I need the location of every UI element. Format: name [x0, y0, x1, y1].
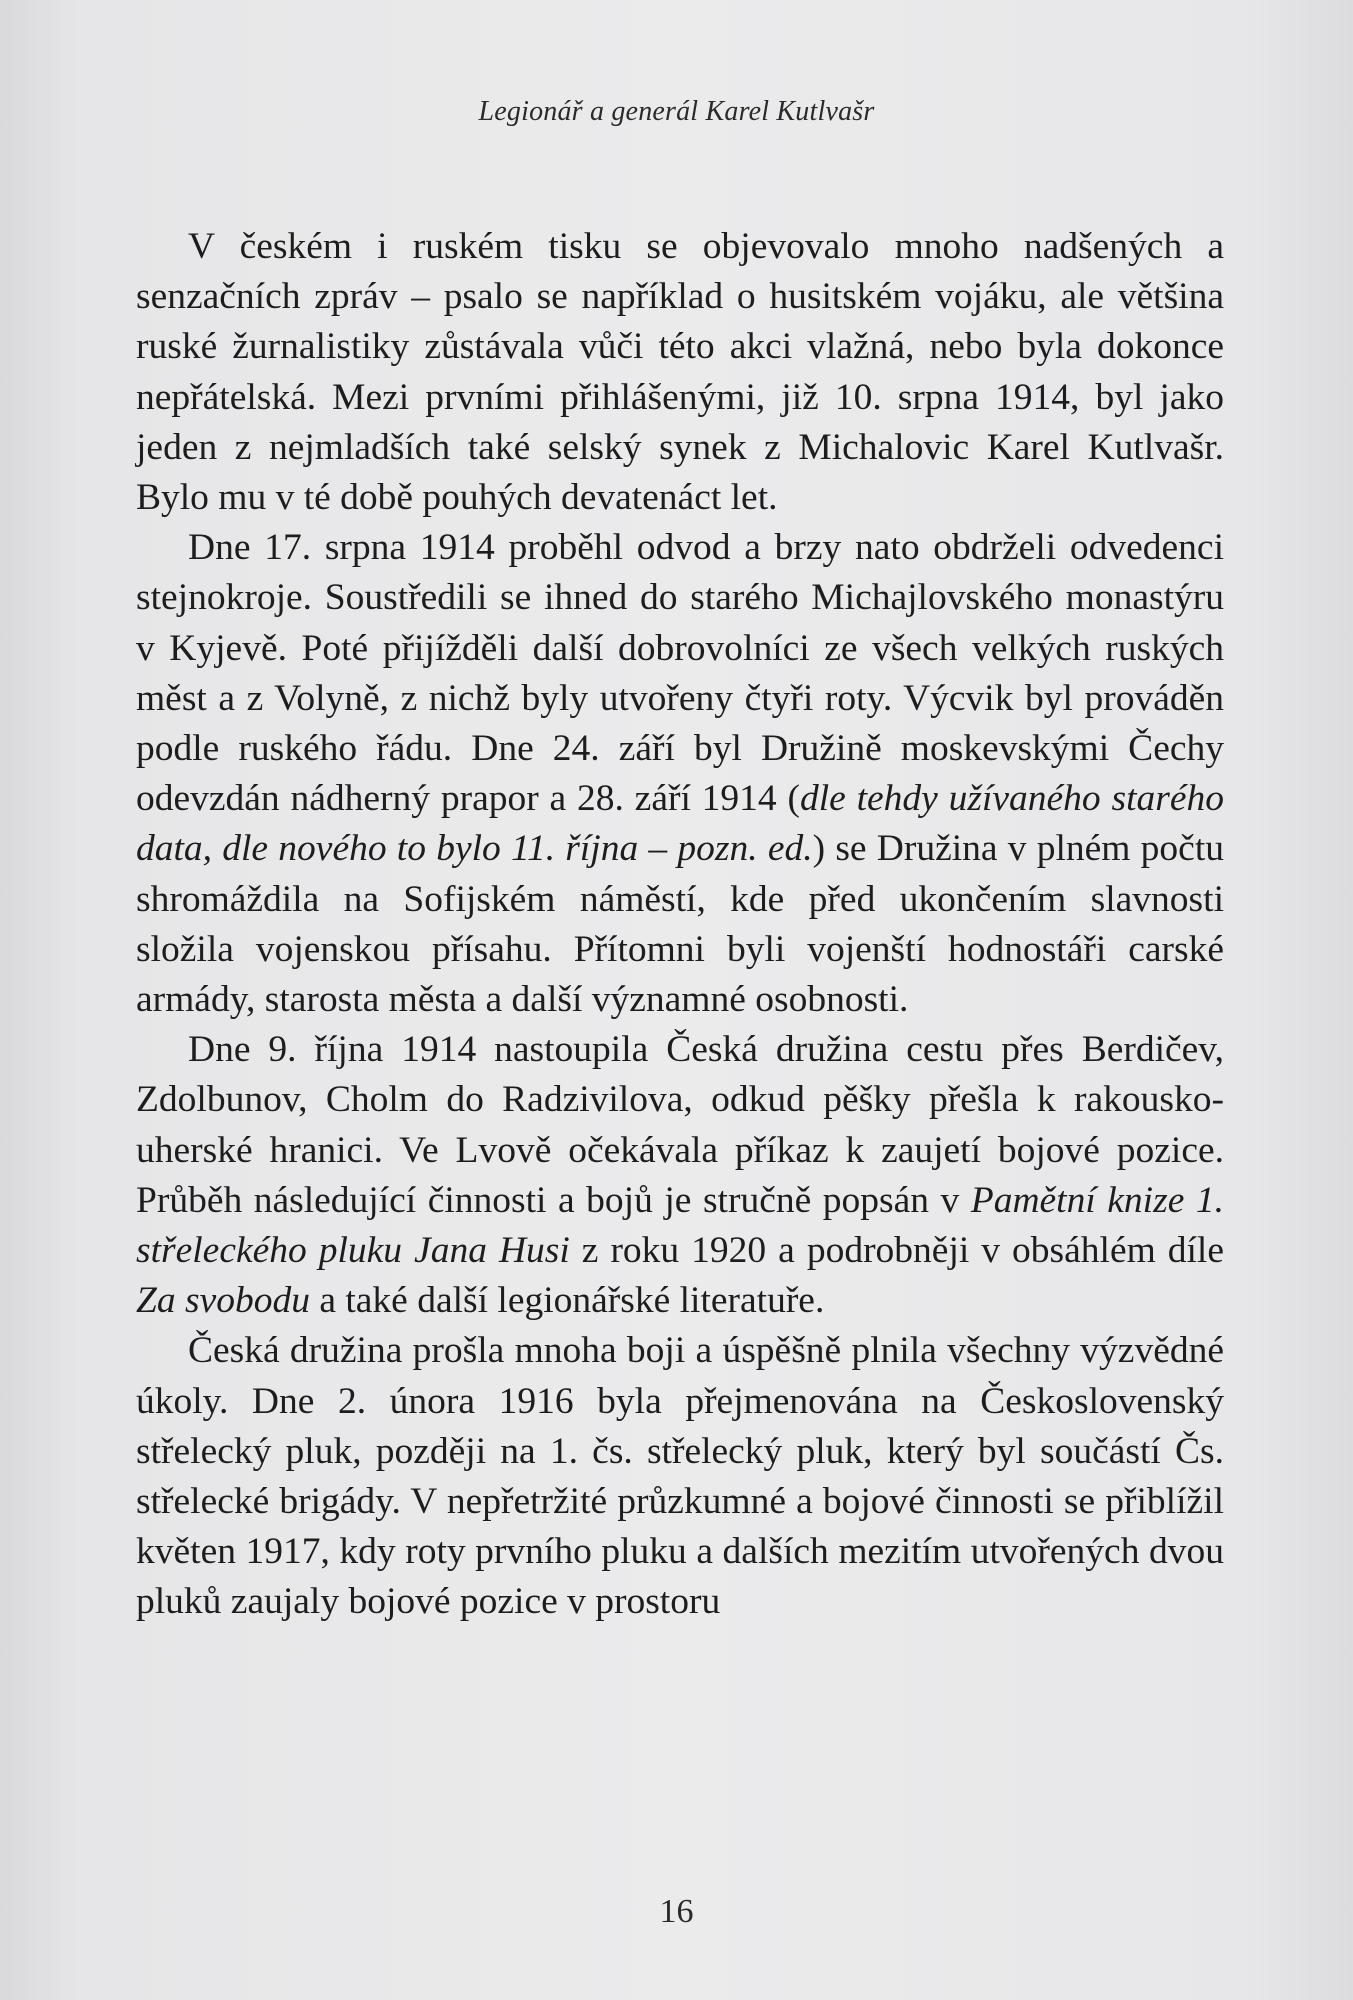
paragraph-3-book-title-2: Za svobodu [136, 1280, 310, 1322]
paragraph-1 [136, 222, 1224, 523]
paragraph-3-book-title-1: Pamětní knize 1. střeleckého pluku Jana Husi [136, 1179, 1224, 1272]
paragraph-2-text-a: Dne 17. srpna 1914 proběhl odvod a brzy nato obdrželi odvedenci stejnokroje. Soustředili se ihned do starého Michajlovského monastýru v Kyjevě. Poté přijížděli další dobrovolníci ze všech velkých ruských měst a z Volyně, z nichž byly utvořeny čtyři roty. Výcvik byl prováděn podle ruského řádu. Dne 24. září byl Družině moskevskými Čechy odevzdán nádherný prapor a 28. září 1914 ( [136, 527, 1224, 820]
paragraph-3-text-c: a také další legionářské literatuře. [309, 1280, 825, 1322]
paragraph-4 [136, 1326, 1224, 1627]
body-text [136, 222, 1224, 1628]
paragraph-4-text: Česká družina prošla mnoha boji a úspěšně plnila všechny výzvědné úkoly. Dne 2. února 1916 byla přejmenována na Československý střelecký pluk, později na 1. čs. střelecký pluk, který byl součástí Čs. střelecké brigády. V nepřetržité průzkumné a bojové činnosti se přiblížil květen 1917, kdy roty prvního pluku a dalších mezitím utvořených dvou pluků zaujaly bojové pozice v prostoru [136, 1330, 1224, 1623]
paragraph-3-text-a: Dne 9. října 1914 nastoupila Česká družina cestu přes Berdičev, Zdolbunov, Cholm do Radzivilova, odkud pěšky přešla k rakousko-uherské hranici. Ve Lvově očekávala příkaz k zaujetí bojové pozice. Průběh následující činnosti a bojů je stručně popsán v [136, 1029, 1224, 1221]
page-number: 16 [659, 1893, 694, 1930]
running-title: Legionář a generál Karel Kutlvašr [478, 96, 875, 127]
paragraph-3 [136, 1025, 1224, 1326]
paragraph-2-text-b: ) se Družina v plném počtu shromáždila na Sofijském náměstí, kde před ukončením slavnosti složila vojenskou přísahu. Přítomni byli vojenští hodnostáři carské armády, starosta města a další významné osobnosti. [136, 828, 1224, 1021]
paragraph-2-italic-note: dle tehdy užívaného starého data, dle nového to bylo 11. října – pozn. ed. [136, 778, 1224, 870]
paragraph-1-text: V českém i ruském tisku se objevovalo mnoho nadšených a senzačních zpráv – psalo se například o husitském vojáku, ale většina ruské žurnalistiky zůstávala vůči této akci vlažná, nebo byla dokonce nepřátelská. Mezi prvními přihlášenými, již 10. srpna 1914, byl jako jeden z nejmladších také selský synek z Michalovic Karel Kutlvašr. Bylo mu v té době pouhých devatenáct let. [136, 226, 1224, 519]
paragraph-3-text-b: z roku 1920 a podrobněji v obsáhlém díle [569, 1230, 1224, 1272]
paragraph-2 [136, 523, 1224, 1025]
